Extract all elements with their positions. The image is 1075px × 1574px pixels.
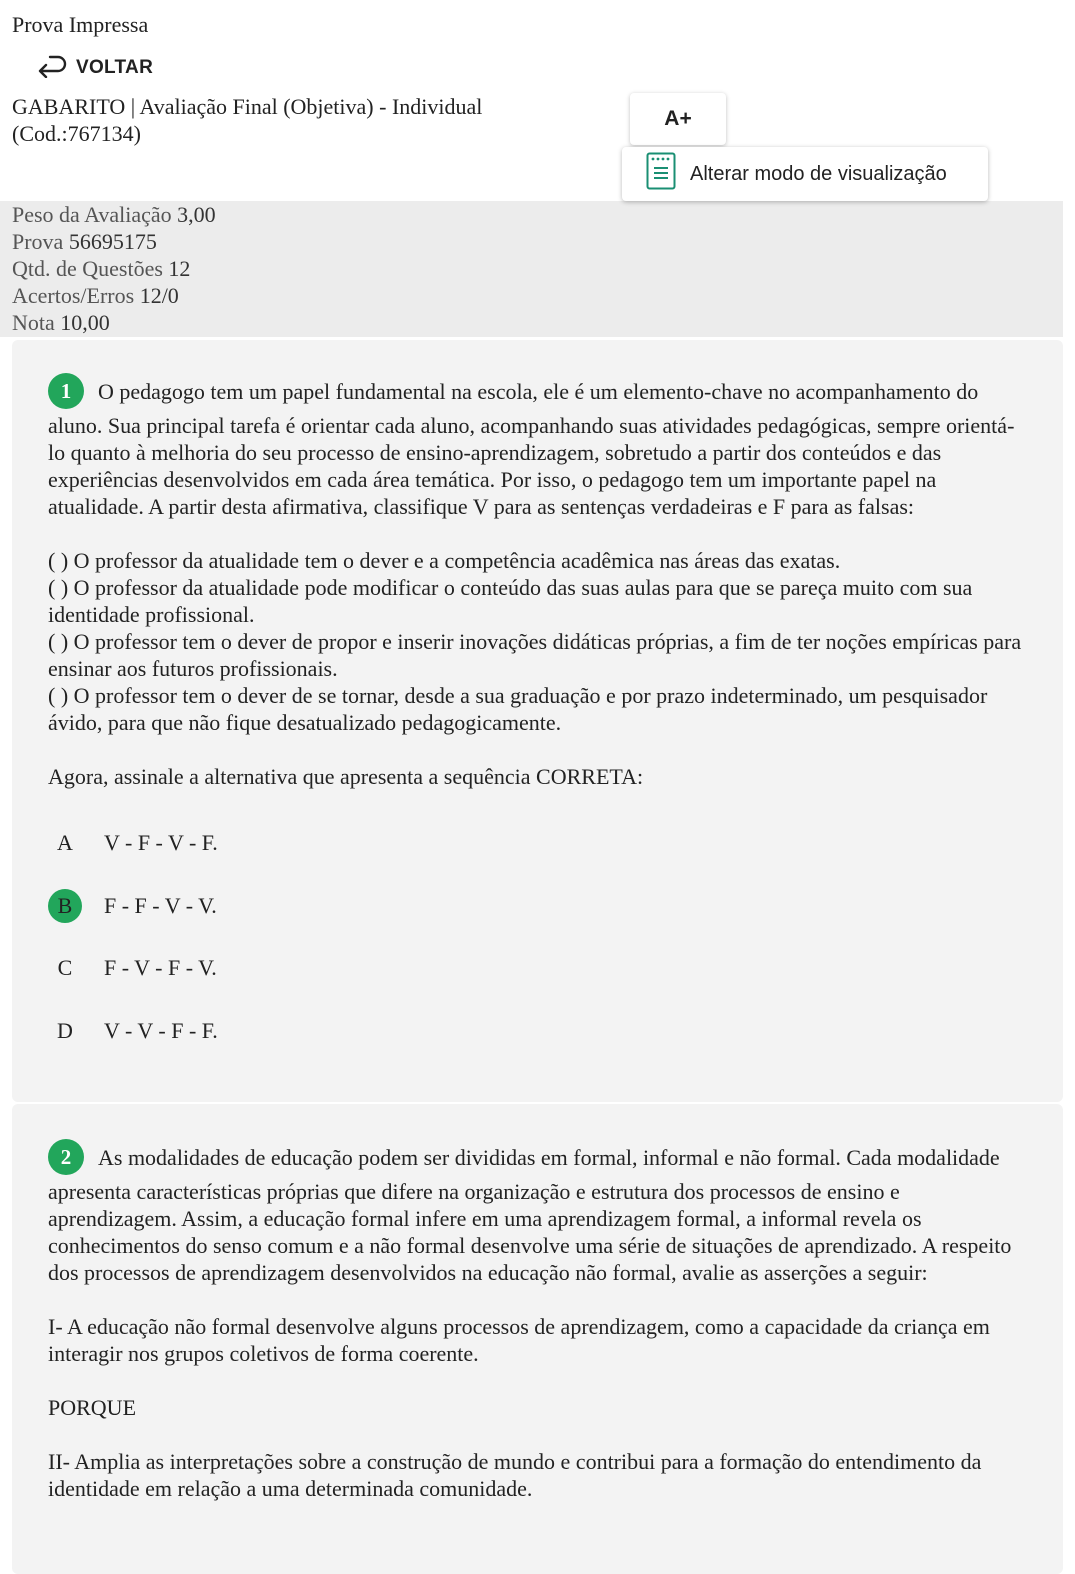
evaluation-title-line1: GABARITO | Avaliação Final (Objetiva) - Individual (12, 94, 483, 119)
assertion-connector: PORQUE (48, 1395, 137, 1420)
statement-item: ( ) O professor tem o dever de se tornar, desde a sua graduação e por prazo indeterminado, um pesquisador ávido, para que não fique desatualizado pedagogicamente. (48, 683, 988, 735)
summary-value: 10,00 (60, 310, 110, 335)
answer-option-a[interactable] (48, 826, 218, 860)
question-card-1 (12, 340, 1063, 1102)
question-number-badge: 1 (48, 373, 84, 409)
view-mode-button[interactable] (622, 147, 988, 201)
summary-row (12, 228, 1051, 255)
summary-value: 12/0 (139, 283, 179, 308)
summary-label: Prova (12, 229, 64, 254)
summary-label: Qtd. de Questões (12, 256, 163, 281)
back-label: VOLTAR (76, 57, 154, 78)
question-prompt: Agora, assinale a alternativa que apresenta a sequência CORRETA: (48, 764, 644, 789)
evaluation-title (12, 93, 572, 147)
summary-label: Peso da Avaliação (12, 202, 172, 227)
summary-row (12, 201, 1051, 228)
summary-value: 56695175 (68, 229, 157, 254)
assertion-2: II- Amplia as interpretações sobre a construção de mundo e contribui para a formação do entendimento da identidade em relação a uma determinada comunidade. (48, 1449, 982, 1501)
summary-label: Acertos/Erros (12, 283, 135, 308)
summary-row (12, 282, 1051, 309)
summary-value: 3,00 (177, 202, 216, 227)
option-letter: C (57, 955, 73, 980)
option-text: F - V - F - V. (104, 955, 217, 980)
font-size-button[interactable]: A+ (630, 93, 726, 145)
option-letter: A (57, 830, 73, 855)
document-icon (646, 152, 676, 196)
correct-option-badge: B (48, 889, 82, 923)
summary-row (12, 309, 1051, 336)
statement-item: ( ) O professor tem o dever de propor e inserir inovações didáticas próprias, a fim de ter noções empíricas para ensinar aos futuros profissionais. (48, 629, 1022, 681)
option-letter: D (57, 1018, 73, 1043)
question-text: 2 As modalidades de educação podem ser divididas em formal, informal e não formal. Cada modalidade apresenta características próprias que difere na organização e estrutura dos processos de ensino e aprendizagem. Assim, a educação formal infere em uma aprendizagem formal, a informal revela os conhecimentos do senso comum e a não formal desenvolve uma série de situações de aprendizado. A respeito dos processos de aprendizagem desenvolvidos na educação não formal, avalie as asserções a seguir: (48, 1142, 1028, 1286)
answer-option-c[interactable] (48, 951, 217, 985)
statement-item: ( ) O professor da atualidade tem o dever e a competência acadêmica nas áreas das exatas. (48, 548, 841, 573)
answer-option-b-correct[interactable] (48, 889, 217, 923)
evaluation-code: (Cod.:767134) (12, 121, 141, 146)
answer-option-d[interactable] (48, 1014, 218, 1048)
assertion-1: I- A educação não formal desenvolve alguns processos de aprendizagem, como a capacidade da criança em interagir nos grupos coletivos de forma coerente. (48, 1314, 990, 1366)
option-text: V - F - V - F. (104, 830, 218, 855)
return-arrow-icon (36, 52, 68, 84)
view-mode-label: Alterar modo de visualização (690, 162, 947, 185)
summary-row (12, 255, 1051, 282)
summary-value: 12 (168, 256, 191, 281)
question-number-badge: 2 (48, 1139, 84, 1175)
option-text: V - V - F - F. (104, 1018, 218, 1043)
question-text: 1 O pedagogo tem um papel fundamental na escola, ele é um elemento-chave no acompanhamento do aluno. Sua principal tarefa é orientar cada aluno, acompanhando suas atividades pedagógicas, sempre orientá-lo quanto à melhoria do seu processo de ensino-aprendizagem, sobretudo a partir dos conteúdos e das experiências desenvolvidos em cada área temática. Por isso, o pedagogo tem um importante papel na atualidade. A partir desta afirmativa, classifique V para as sentenças verdadeiras e F para as falsas: (48, 376, 1028, 520)
summary-label: Nota (12, 310, 55, 335)
question-card-2 (12, 1104, 1063, 1574)
evaluation-summary (0, 201, 1063, 337)
option-text: F - F - V - V. (104, 893, 217, 918)
statement-item: ( ) O professor da atualidade pode modificar o conteúdo das suas aulas para que se pareça muito com sua identidade profissional. (48, 575, 973, 627)
page-title: Prova Impressa (12, 12, 149, 37)
back-button[interactable] (36, 52, 153, 84)
